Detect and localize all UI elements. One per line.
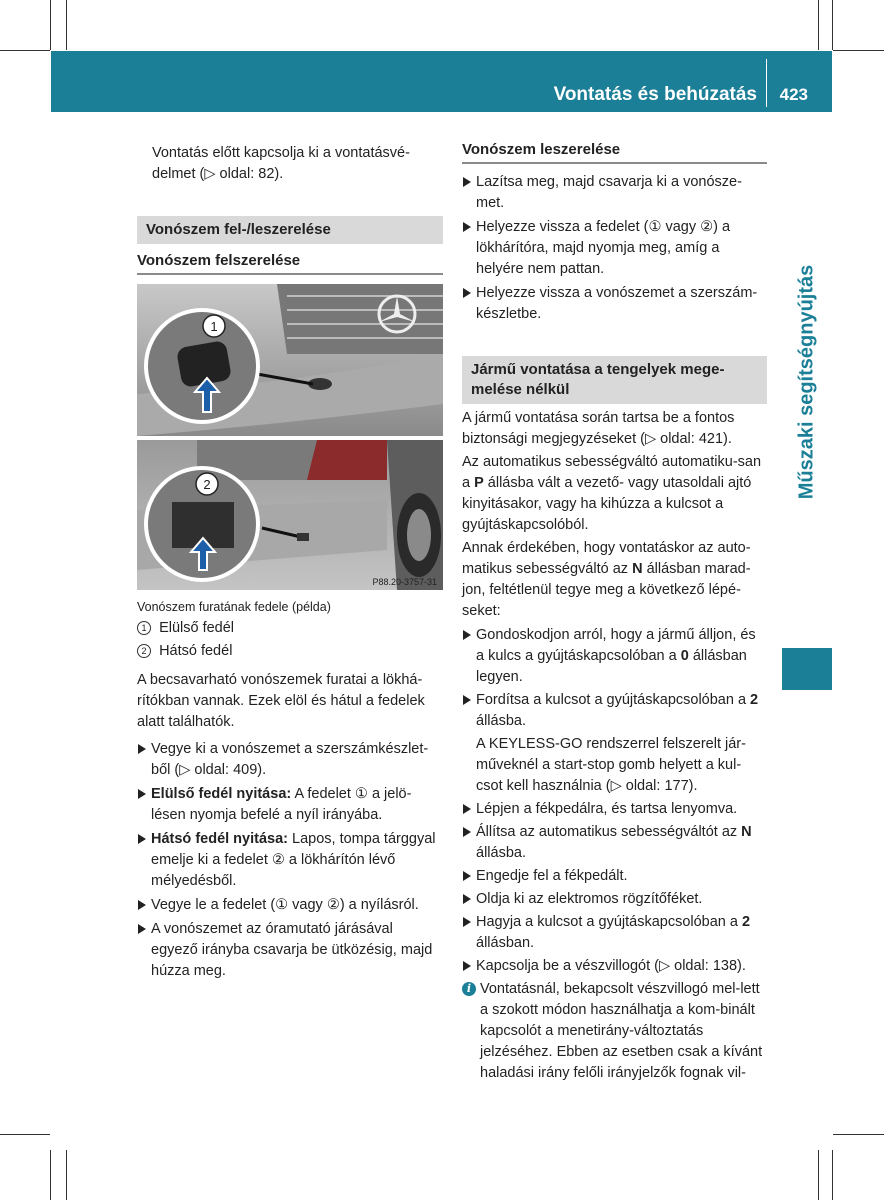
- info-note: [462, 979, 767, 1084]
- step-item: [462, 690, 767, 732]
- callout-number: 1: [137, 621, 151, 635]
- text-run: Az automatikus sebességváltó automatiku-san a: [462, 454, 762, 491]
- text-run: állásba.: [476, 713, 526, 729]
- crop-mark: [832, 0, 833, 50]
- step-item: Helyezze vissza a fedelet (① vagy ②) a lökhárítóra, majd nyomja meg, amíg a helyére nem pattan.: [462, 217, 767, 280]
- figure-caption: Vonószem furatának fedele (példa): [137, 600, 331, 614]
- step-item: Oldja ki az elektromos rögzítőféket.: [462, 889, 767, 910]
- text-run: állásba.: [476, 845, 526, 861]
- legend-item: [137, 641, 443, 662]
- bold-run: N: [741, 824, 752, 840]
- text-run: állásban legyen.: [476, 648, 747, 685]
- step-text: A fedelet ① a jelö-lésen nyomja befelé a nyíl irányába.: [151, 786, 412, 823]
- text-run: Hagyja a kulcsot a gyújtáskapcsolóban a: [476, 914, 742, 930]
- crop-mark: [66, 1150, 67, 1200]
- section-heading: Jármű vontatása a tengelyek mege-melése nélkül: [462, 356, 767, 404]
- chapter-tab-marker: [782, 648, 832, 690]
- crop-mark: [50, 1150, 51, 1200]
- chapter-tab-label: Műszaki segítségnyújtás: [795, 264, 818, 500]
- step-note: A KEYLESS-GO rendszerrel felszerelt jár-műveknél a start-stop gomb helyett a kul-csot kell használnia (▷ oldal: 177).: [476, 736, 746, 794]
- crop-mark: [50, 0, 51, 50]
- chapter-tab: [782, 120, 832, 640]
- crop-mark: [818, 1150, 819, 1200]
- step-list: [137, 739, 443, 982]
- body-paragraph: [462, 452, 767, 536]
- step-text: Vegye le a fedelet (① vagy ②) a nyílásról.: [151, 897, 419, 913]
- rear-bumper-illustration: [137, 440, 443, 590]
- text-run: állásba vált a vezető- vagy utasoldali ajtó kinyitásakor, vagy ha kihúzza a kulcsot a gyújtáskapcsolóból.: [462, 475, 752, 533]
- legend-item: [137, 618, 443, 639]
- bold-run: N: [632, 561, 643, 577]
- crop-mark: [0, 1134, 50, 1135]
- step-bold: Elülső fedél nyitása:: [151, 786, 292, 802]
- step-item: [137, 739, 443, 781]
- section-body: [462, 408, 767, 1084]
- text-run: Annak érdekében, hogy vontatáskor az auto-matikus sebességváltó az: [462, 540, 751, 577]
- text-run: Fordítsa a kulcsot a gyújtáskapcsolóban a: [476, 692, 751, 708]
- text-run: Gondoskodjon arról, hogy a jármű álljon, és a kulcs a gyújtáskapcsolóban a: [476, 627, 756, 664]
- info-icon: i: [462, 982, 476, 996]
- subsection-heading: Vonószem leszerelése: [462, 141, 767, 164]
- page-number: 423: [779, 85, 808, 104]
- image-code: P88.20-3757-31: [372, 577, 437, 587]
- crop-mark: [833, 50, 884, 51]
- step-bold: Hátsó fedél nyitása:: [151, 831, 288, 847]
- step-list: [462, 625, 767, 977]
- figure-caption-block: [137, 598, 443, 982]
- crop-mark: [818, 0, 819, 50]
- step-list: [462, 172, 767, 325]
- step-item: [137, 829, 443, 892]
- page-title: Vontatás és behúzatás: [553, 84, 757, 105]
- step-text: A vonószemet az óramutató járásával egyező irányba csavarja be ütközésig, majd húzza meg.: [151, 921, 433, 979]
- bold-run: 0: [680, 648, 689, 664]
- step-text: Vegye ki a vonószemet a szerszámkészlet-ből (▷ oldal: 409).: [151, 741, 429, 778]
- legend-text: Elülső fedél: [159, 620, 235, 636]
- step-item: [137, 784, 443, 826]
- intro-paragraph: Vontatás előtt kapcsolja ki a vontatásvé-delmet (▷ oldal: 82).: [152, 145, 410, 182]
- front-bumper-illustration: [137, 284, 443, 436]
- front-bumper-image: [137, 284, 443, 436]
- step-item: Kapcsolja be a vészvillogót (▷ oldal: 138).: [462, 956, 767, 977]
- svg-text:1: 1: [210, 319, 218, 334]
- bold-run: P: [474, 475, 484, 491]
- step-item: Helyezze vissza a vonószemet a szerszám-készletbe.: [462, 283, 767, 325]
- step-item: [137, 919, 443, 982]
- crop-mark: [833, 1134, 884, 1135]
- intro-text: [152, 143, 442, 185]
- step-item: Engedje fel a fékpedált.: [462, 866, 767, 887]
- rear-bumper-image: [137, 440, 443, 590]
- bold-run: 2: [742, 914, 751, 930]
- svg-text:2: 2: [203, 477, 211, 492]
- text-run: állásban.: [476, 935, 535, 951]
- header-divider: [766, 59, 767, 107]
- step-item: Lazítsa meg, majd csavarja ki a vonósze-met.: [462, 172, 767, 214]
- bold-run: 2: [750, 692, 759, 708]
- info-text: Vontatásnál, bekapcsolt vészvillogó mel-lett a szokott módon használhatja a kom-binált kapcsolót a menetirány-változtatás jelzéséhez. Ebben az esetben csak a kívánt haladási irány felőli irányjelzők fognak vil-: [480, 981, 763, 1081]
- crop-mark: [66, 0, 67, 50]
- step-item: [137, 895, 443, 916]
- legend-text: Hátsó fedél: [159, 643, 233, 659]
- body-paragraph: A becsavarható vonószemek furatai a lökhá-rítókban vannak. Ezek elöl és hátul a fedelek alatt találhatók.: [137, 672, 425, 730]
- step-item: [462, 625, 767, 688]
- step-item: [462, 822, 767, 864]
- text-run: Állítsa az automatikus sebességváltót az: [476, 824, 742, 840]
- callout-number: 2: [137, 644, 151, 658]
- section-heading: Vonószem fel-/leszerelése: [137, 216, 443, 244]
- step-item: Lépjen a fékpedálra, és tartsa lenyomva.: [462, 799, 767, 820]
- subsection-heading: Vonószem felszerelése: [137, 252, 443, 275]
- text-run: állásban marad-jon, feltétlenül tegye meg a következő lépé-seket:: [462, 561, 751, 619]
- step-text: Lapos, tompa tárggyal emelje ki a fedelet ② a lökhárítón lévő mélyedésből.: [151, 831, 436, 889]
- body-paragraph: [462, 538, 767, 622]
- step-item: [462, 912, 767, 954]
- body-paragraph: A jármű vontatása során tartsa be a fontos biztonsági megjegyzéseket (▷ oldal: 421).: [462, 410, 735, 447]
- page-header: [51, 51, 832, 112]
- crop-mark: [0, 50, 50, 51]
- crop-mark: [832, 1150, 833, 1200]
